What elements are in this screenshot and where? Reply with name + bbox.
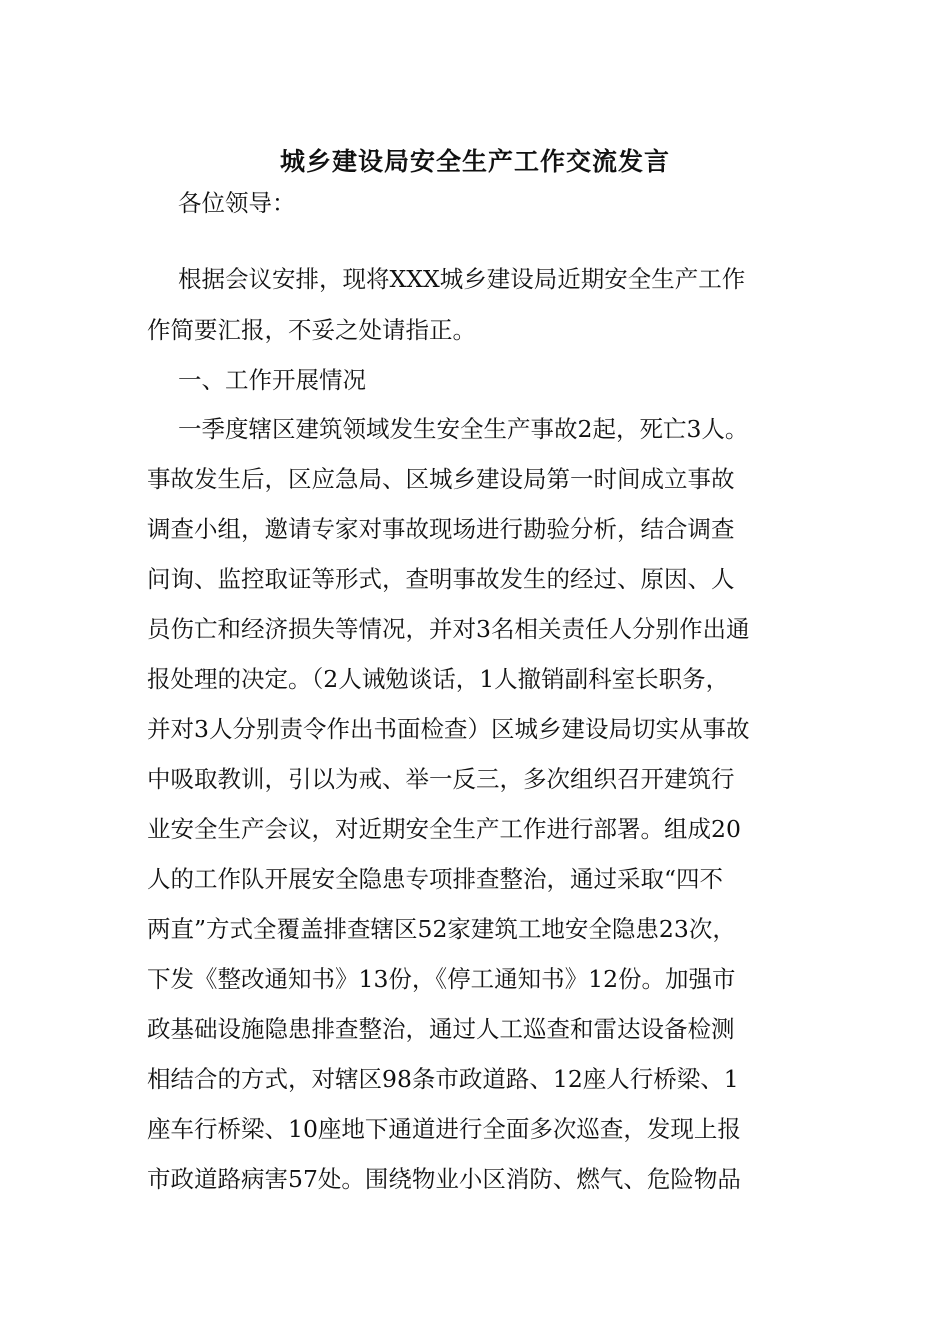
body-line: 市政道路病害57处。围绕物业小区消防、燃气、危险物品 — [147, 1165, 741, 1193]
salutation: 各位领导： — [178, 189, 296, 217]
body-line: 两直”方式全覆盖排查辖区52家建筑工地安全隐患23次， — [147, 915, 736, 943]
body-line: 政基础设施隐患排查整治，通过人工巡查和雷达设备检测 — [147, 1015, 735, 1043]
section-heading: 一、工作开展情况 — [178, 366, 366, 394]
document-title: 城乡建设局安全生产工作交流发言 — [279, 147, 670, 176]
body-line: 调查小组，邀请专家对事故现场进行勘验分析，结合调查 — [147, 515, 735, 543]
body-line: 报处理的决定。（2人诫勉谈话，1人撤销副科室长职务， — [147, 665, 730, 693]
body-line: 座车行桥梁、10座地下通道进行全面多次巡查，发现上报 — [147, 1115, 741, 1143]
body-line: 员伤亡和经济损失等情况，并对3名相关责任人分别作出通 — [147, 615, 750, 643]
body-line: 事故发生后，区应急局、区城乡建设局第一时间成立事故 — [147, 465, 735, 493]
body-line: 人的工作队开展安全隐患专项排查整治，通过采取“四不 — [147, 865, 724, 893]
body-line: 作简要汇报，不妥之处请指正。 — [147, 316, 476, 344]
body-line: 业安全生产会议，对近期安全生产工作进行部署。组成20 — [147, 815, 741, 843]
body-line: 问询、监控取证等形式，查明事故发生的经过、原因、人 — [147, 565, 735, 593]
body-line: 并对3人分别责令作出书面检查）区城乡建设局切实从事故 — [147, 715, 750, 743]
body-line: 根据会议安排，现将XXX城乡建设局近期安全生产工作 — [178, 265, 746, 293]
body-line: 一季度辖区建筑领域发生安全生产事故2起，死亡3人。 — [178, 415, 749, 443]
body-line: 下发《整改通知书》13份，《停工通知书》12份。加强市 — [147, 965, 736, 993]
body-line: 相结合的方式，对辖区98条市政道路、12座人行桥梁、1 — [147, 1065, 739, 1093]
body-line: 中吸取教训，引以为戒、举一反三，多次组织召开建筑行 — [147, 765, 735, 793]
